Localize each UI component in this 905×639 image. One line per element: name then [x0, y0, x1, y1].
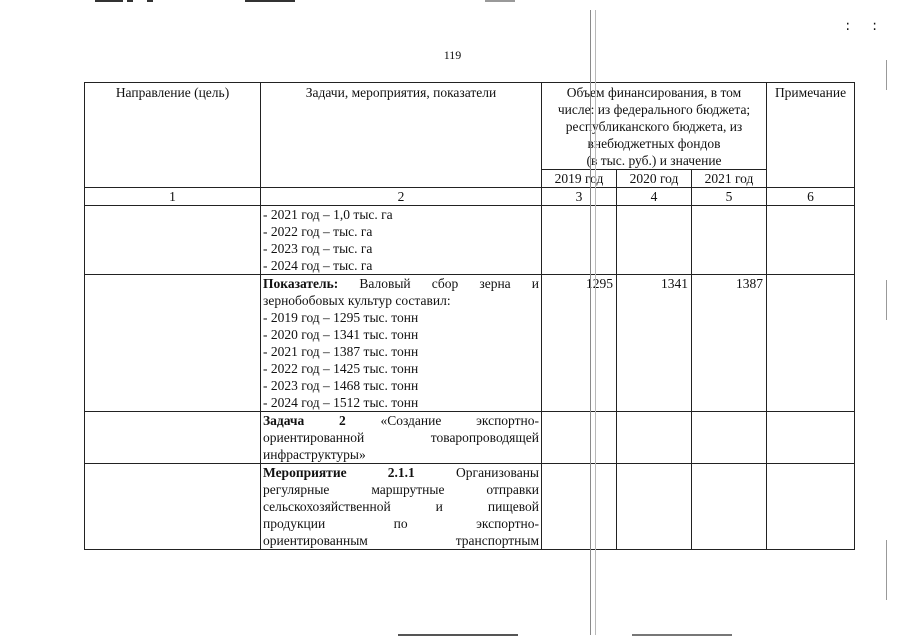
task-title: «Создание экспортно- [380, 413, 540, 428]
direction-cell [85, 464, 261, 550]
column-number: 3 [542, 188, 617, 206]
value-2019: 1295 [542, 275, 617, 412]
task-label: Задача 2 [263, 413, 346, 428]
header-year-2019: 2019 год [542, 170, 617, 188]
direction-cell [85, 206, 261, 275]
value-cell [692, 206, 767, 275]
indicator-line: - 2020 год – 1341 тыс. тонн [263, 327, 419, 342]
measure-line: продукции по экспортно- [263, 516, 539, 531]
scan-edge-mark [886, 60, 887, 90]
measure-label: Мероприятие 2.1.1 [263, 465, 415, 480]
header-funding-line: республиканского бюджета, из [565, 119, 743, 134]
header-year-2021: 2021 год [692, 170, 767, 188]
direction-cell [85, 275, 261, 412]
header-direction: Направление (цель) [85, 83, 261, 188]
indicator-cell [261, 275, 542, 412]
measure-line: сельскохозяйственной и пищевой [263, 499, 539, 514]
column-number: 5 [692, 188, 767, 206]
value-cell [617, 206, 692, 275]
column-number: 6 [767, 188, 855, 206]
measure-title: Организованы [456, 465, 539, 480]
column-number: 1 [85, 188, 261, 206]
scan-bottom-mark [632, 634, 732, 636]
indicator-line: - 2023 год – тыс. га [263, 241, 373, 256]
indicator-title: Валовый сбор зерна и [359, 276, 540, 291]
indicator-line: - 2022 год – 1425 тыс. тонн [263, 361, 419, 376]
table-row [85, 275, 855, 412]
measure-line: ориентированным транспортным [263, 533, 539, 548]
header-funding-line: (в тыс. руб.) и значение [586, 153, 722, 168]
column-number-row [85, 188, 855, 206]
scan-edge-mark [886, 280, 887, 320]
indicator-cell [261, 206, 542, 275]
header-funding [542, 83, 767, 170]
note-cell [767, 275, 855, 412]
scan-edge-mark [886, 540, 887, 600]
page-number: 119 [443, 48, 462, 62]
indicator-line: - 2019 год – 1295 тыс. тонн [263, 310, 419, 325]
direction-cell [85, 412, 261, 464]
value-2020: 1341 [617, 275, 692, 412]
header-note: Примечание [767, 83, 855, 188]
table-row [85, 206, 855, 275]
task-line: ориентированной товаропроводящей [263, 430, 539, 445]
table-row [85, 412, 855, 464]
note-cell [767, 412, 855, 464]
program-table [84, 82, 855, 550]
task-cell [261, 412, 542, 464]
column-number: 2 [261, 188, 542, 206]
scan-fold-line [590, 10, 596, 635]
note-cell [767, 206, 855, 275]
measure-heading [263, 464, 539, 481]
indicator-heading [263, 275, 539, 292]
indicator-line: - 2024 год – 1512 тыс. тонн [263, 395, 419, 410]
value-cell [542, 412, 617, 464]
header-funding-line: внебюджетных фондов [587, 136, 721, 151]
value-2021: 1387 [692, 275, 767, 412]
indicator-line: - 2023 год – 1468 тыс. тонн [263, 378, 419, 393]
value-cell [692, 412, 767, 464]
task-heading [263, 412, 539, 429]
header-row [85, 83, 855, 170]
value-cell [542, 464, 617, 550]
header-funding-line: числе: из федерального бюджета; [557, 102, 751, 117]
measure-cell [261, 464, 542, 550]
value-cell [692, 464, 767, 550]
column-number: 4 [617, 188, 692, 206]
scan-dots: : : [845, 18, 877, 34]
scan-top-marks [95, 0, 515, 3]
value-cell [542, 206, 617, 275]
note-cell [767, 464, 855, 550]
indicator-line: - 2024 год – тыс. га [263, 258, 373, 273]
indicator-line: - 2021 год – 1387 тыс. тонн [263, 344, 419, 359]
table-row [85, 464, 855, 550]
header-funding-line: Объем финансирования, в том [566, 85, 742, 100]
header-year-2020: 2020 год [617, 170, 692, 188]
indicator-line: - 2022 год – тыс. га [263, 224, 373, 239]
value-cell [617, 464, 692, 550]
header-tasks: Задачи, мероприятия, показатели [261, 83, 542, 188]
value-cell [617, 412, 692, 464]
indicator-line: зернобобовых культур составил: [263, 293, 451, 308]
indicator-label: Показатель: [263, 276, 339, 291]
indicator-line: - 2021 год – 1,0 тыс. га [263, 207, 393, 222]
measure-line: регулярные маршрутные отправки [263, 482, 539, 497]
scan-bottom-mark [398, 634, 518, 636]
task-line: инфраструктуры» [263, 447, 366, 462]
